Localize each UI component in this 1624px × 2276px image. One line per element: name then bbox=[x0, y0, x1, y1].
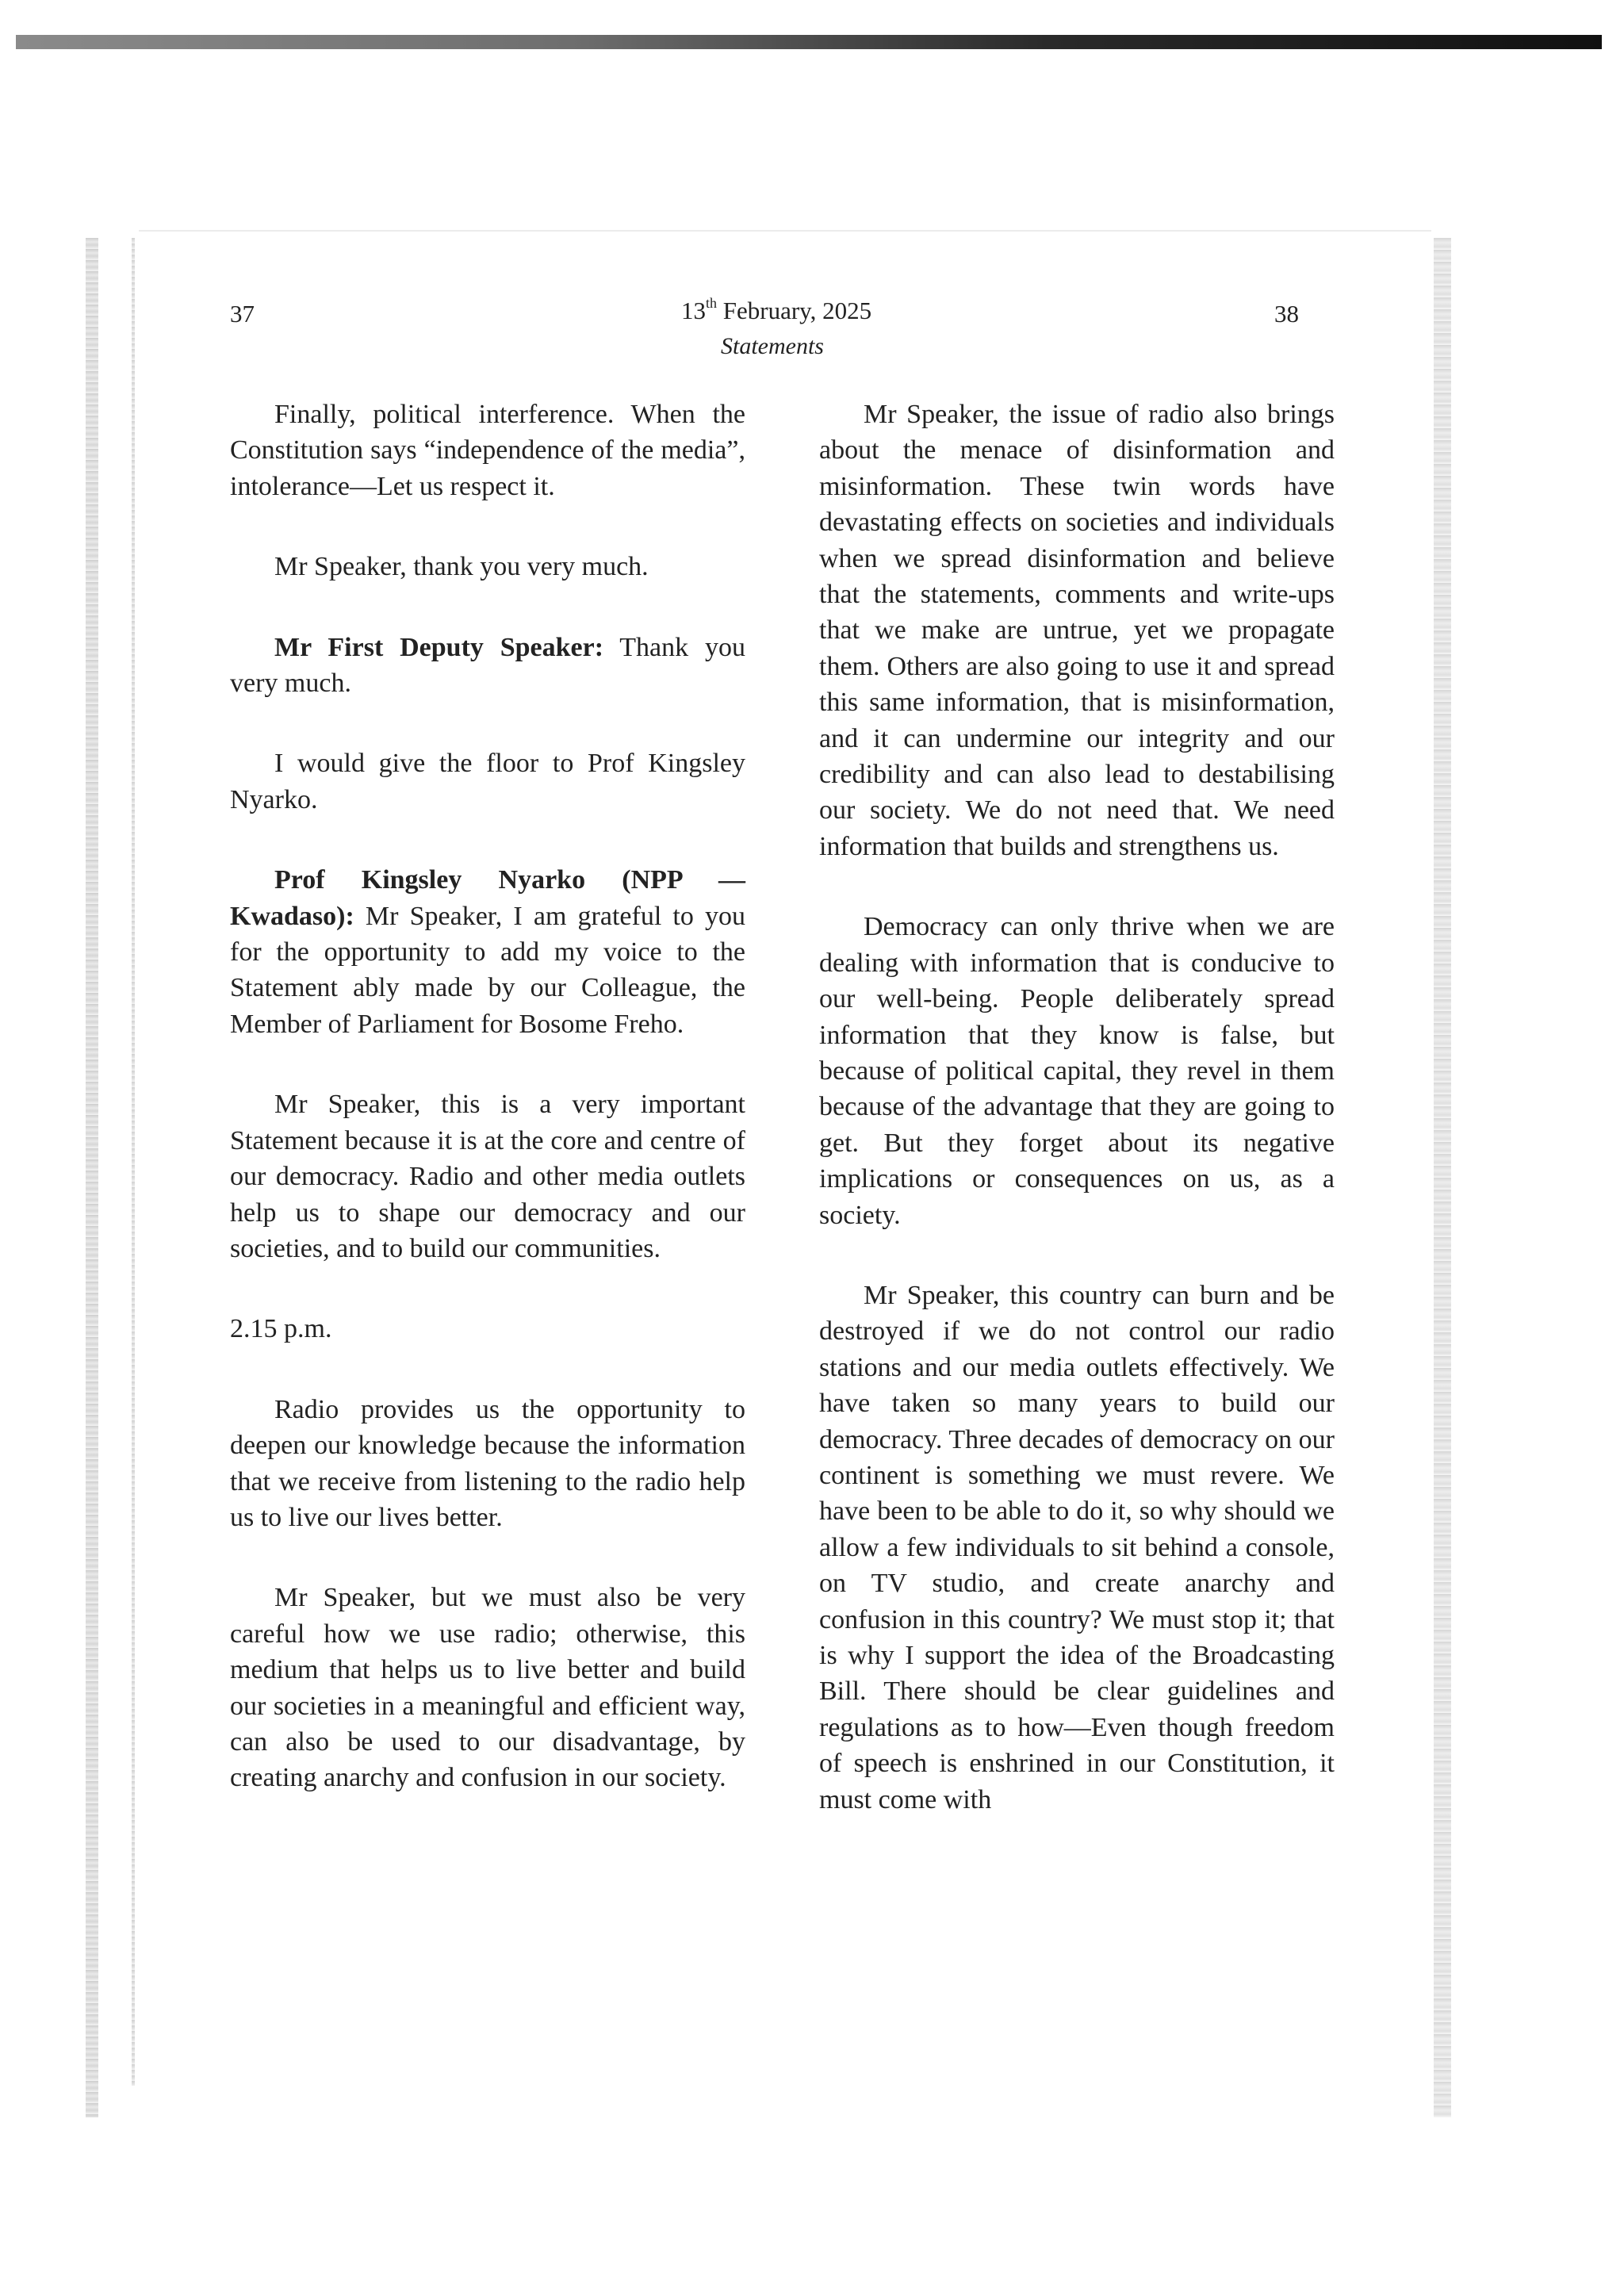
sitting-date bbox=[681, 297, 871, 325]
date-rest: February, 2025 bbox=[717, 297, 872, 324]
scan-page-edge-right bbox=[1434, 238, 1451, 2117]
page-number-left: 37 bbox=[230, 300, 255, 328]
date-day: 13 bbox=[681, 297, 706, 324]
speaker-paragraph bbox=[230, 630, 745, 702]
section-title: Statements bbox=[721, 333, 824, 359]
left-column bbox=[230, 397, 745, 1796]
paragraph: Mr Speaker, this country can burn and be destroyed if we do not control our radio stations and our media outlets effectively. We have taken so many years to build our democracy. Three decades of democracy on our continent is something we must revere. We have been to be able to do it, so why should we allow a few individuals to sit behind a console, on TV studio, and create anarchy and confusion in this country? We must stop it; that is why I support the idea of the Broadcasting Bill. There should be clear guidelines and regulations as to how—Even though freedom of speech is enshrined in our Constitution, it must come with bbox=[819, 1280, 1335, 1814]
time-stamp: 2.15 p.m. bbox=[230, 1314, 332, 1344]
speaker-name: Prof Kingsley Nyarko (NPP — Kwadaso): bbox=[230, 865, 745, 931]
paragraph: Mr Speaker, the issue of radio also brings about the menace of disinformation and misinformation. These twin words have devastating effects on societies and individuals when we spread disinformation and believe that the statements, comments and write-ups that we make are untrue, yet we propagate them. Others are also going to use it and spread this same information, that is misinformation, and it can undermine our integrity and our credibility and can also lead to destabilising our society. We do not need that. We need information that builds and strengthens us. bbox=[819, 400, 1335, 861]
paragraph: Mr Speaker, thank you very much. bbox=[274, 552, 649, 582]
right-column bbox=[819, 397, 1335, 1818]
speech-text: Thank you very much. bbox=[230, 632, 745, 699]
speaker-name: Mr First Deputy Speaker: bbox=[274, 632, 604, 662]
scan-binding-edge bbox=[86, 238, 98, 2117]
paragraph: Finally, political interference. When the Constitution says “independence of the media”, intolerance—Let us respect it. bbox=[230, 400, 745, 501]
scan-page-edge-left bbox=[132, 238, 135, 2086]
date-suffix: th bbox=[706, 295, 718, 311]
scan-top-edge bbox=[16, 35, 1602, 49]
speech-text: Mr Speaker, I am grateful to you for the opportunity to add my voice to the Statement ably made by our Colleague, the Member of Parliament for Bosome Freho. bbox=[230, 901, 745, 1039]
paragraph: Mr Speaker, this is a very important Statement because it is at the core and centre of our democracy. Radio and other media outlets help us to shape our democracy and our societies, and to build our communities. bbox=[230, 1090, 745, 1263]
paragraph: Radio provides us the opportunity to deepen our knowledge because the information that we receive from listening to the radio help us to live our lives better. bbox=[230, 1394, 745, 1532]
paragraph: Mr Speaker, but we must also be very careful how we use radio; otherwise, this medium that helps us to live better and build our societies in a meaningful and efficient way, can also be used to our disadvantage, by creating anarchy and confusion in our society. bbox=[230, 1583, 745, 1793]
page-number-right: 38 bbox=[1274, 300, 1299, 328]
page-top-border bbox=[139, 230, 1431, 232]
speaker-paragraph bbox=[230, 862, 745, 1042]
paragraph: I would give the floor to Prof Kingsley Nyarko. bbox=[230, 749, 745, 814]
paragraph: Democracy can only thrive when we are dealing with information that is conducive to our well-being. People deliberately spread information that they know is false, but because of political capital, they revel in them because of the advantage that they are going to get. But they forget about its negative implications or consequences on us, as a society. bbox=[819, 912, 1335, 1230]
